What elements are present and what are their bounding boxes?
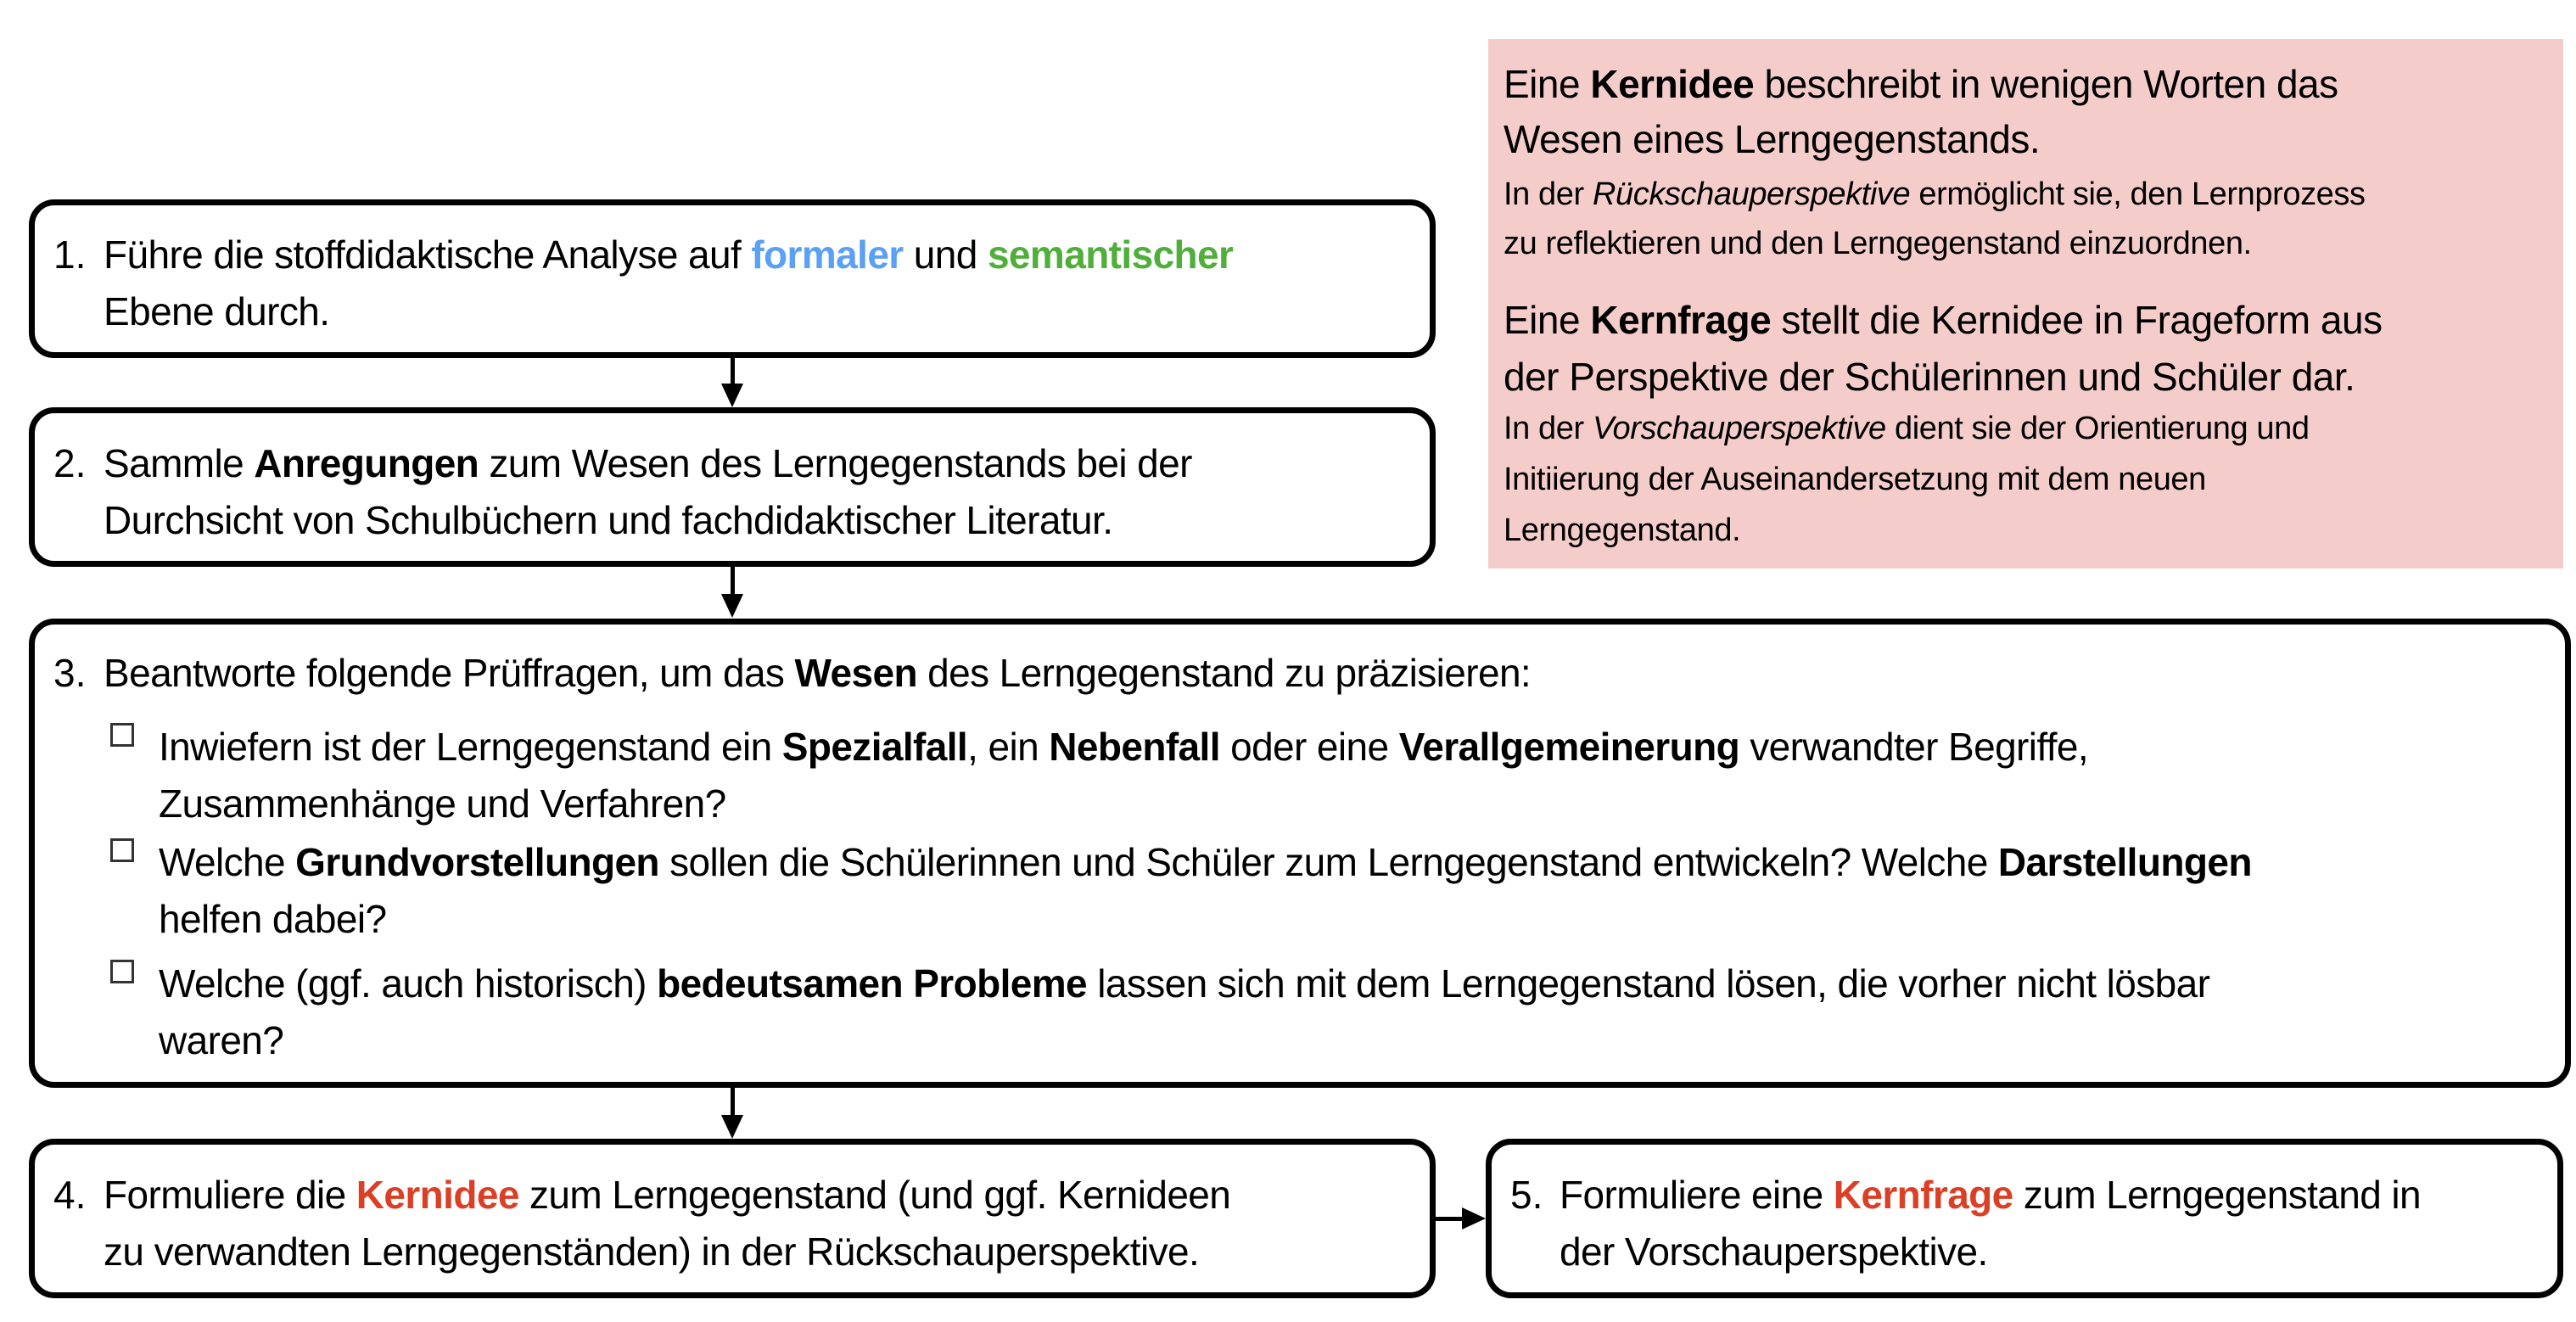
arrow-down-icon — [721, 384, 743, 407]
semantic-level-term: semantischer — [987, 232, 1234, 277]
kernidee-term: Kernidee — [356, 1173, 519, 1217]
kernfrage-perspective-line-2: Initiierung der Auseinandersetzung mit dem neuen — [1504, 462, 2206, 497]
kernidee-perspective-line-1: In der Rückschauperspektive ermöglicht sie, den Lernprozess — [1504, 176, 2366, 212]
step-1-box — [29, 199, 1436, 358]
kernfrage-perspective-line-3: Lerngegenstand. — [1504, 513, 1741, 548]
step-4-line-2: zu verwandten Lerngegenständen) in der Rückschauperspektive. — [104, 1230, 1200, 1274]
step-4-box — [29, 1139, 1436, 1298]
arrow-right-icon — [1462, 1207, 1486, 1230]
wesen-term: Wesen — [794, 651, 917, 695]
arrow-down-icon — [721, 1115, 743, 1139]
step-1-line-2: Ebene durch. — [104, 289, 330, 333]
checklist-item-2-line-1: Welche Grundvorstellungen sollen die Schülerinnen und Schüler zum Lerngegenstand entwickeln? Welche Darstellungen — [159, 840, 2252, 884]
step-1-line-1: Führe die stoffdidaktische Analyse auf formaler und semantischer — [104, 232, 1234, 277]
checkbox-spezialfall[interactable] — [110, 723, 134, 747]
step-2-line-2: Durchsicht von Schulbüchern und fachdidaktischer Literatur. — [104, 498, 1113, 542]
checklist-item-1-line-2: Zusammenhänge und Verfahren? — [159, 781, 726, 826]
kernidee-definition-line-2: Wesen eines Lerngegenstands. — [1504, 117, 2041, 161]
step-5-box — [1486, 1139, 2563, 1298]
checklist-item-3-line-2: waren? — [159, 1018, 284, 1062]
step-2-box — [29, 407, 1436, 567]
checkbox-grundvorstellungen[interactable] — [110, 838, 134, 862]
step-1-number: 1. — [53, 232, 87, 277]
step-4-number: 4. — [53, 1173, 87, 1217]
definition-info-box — [1488, 39, 2563, 569]
anregungen-term: Anregungen — [254, 441, 479, 485]
connector-4-5 — [1434, 1217, 1464, 1221]
kernfrage-term: Kernfrage — [1833, 1173, 2013, 1217]
step-3-intro: Beantworte folgende Prüffragen, um das Wesen des Lerngegenstand zu präzisieren: — [104, 651, 1532, 695]
connector-2-3 — [731, 565, 735, 597]
checklist-item-1-line-1: Inwiefern ist der Lerngegenstand ein Spezialfall, ein Nebenfall oder eine Verallgemeinerung verwandter Begriffe, — [159, 725, 2089, 769]
checkbox-bedeutsame-probleme[interactable] — [110, 960, 134, 983]
kernfrage-definition-line-2: der Perspektive der Schülerinnen und Schüler dar. — [1504, 355, 2355, 399]
kernidee-definition-line-1: Eine Kernidee beschreibt in wenigen Worten das — [1504, 62, 2338, 106]
step-5-line-2: der Vorschauperspektive. — [1560, 1230, 1988, 1274]
checklist-item-2-line-2: helfen dabei? — [159, 897, 387, 941]
checklist-item-3-line-1: Welche (ggf. auch historisch) bedeutsamen Probleme lassen sich mit dem Lerngegenstand lösen, die vorher nicht lösbar — [159, 961, 2210, 1006]
kernfrage-perspective-line-1: In der Vorschauperspektive dient sie der Orientierung und — [1504, 411, 2310, 446]
arrow-down-icon — [721, 594, 743, 618]
step-2-line-1: Sammle Anregungen zum Wesen des Lerngegenstands bei der — [104, 441, 1192, 485]
step-5-number: 5. — [1510, 1173, 1543, 1217]
formal-level-term: formaler — [751, 232, 904, 277]
kernfrage-definition-line-1: Eine Kernfrage stellt die Kernidee in Frageform aus — [1504, 298, 2383, 342]
step-2-number: 2. — [53, 441, 87, 485]
kernidee-perspective-line-2: zu reflektieren und den Lerngegenstand einzuordnen. — [1504, 226, 2252, 261]
step-3-number: 3. — [53, 651, 87, 695]
step-4-line-1: Formuliere die Kernidee zum Lerngegenstand (und ggf. Kernideen — [104, 1173, 1231, 1217]
connector-3-4 — [731, 1086, 735, 1118]
step-5-line-1: Formuliere eine Kernfrage zum Lerngegenstand in — [1560, 1173, 2422, 1217]
